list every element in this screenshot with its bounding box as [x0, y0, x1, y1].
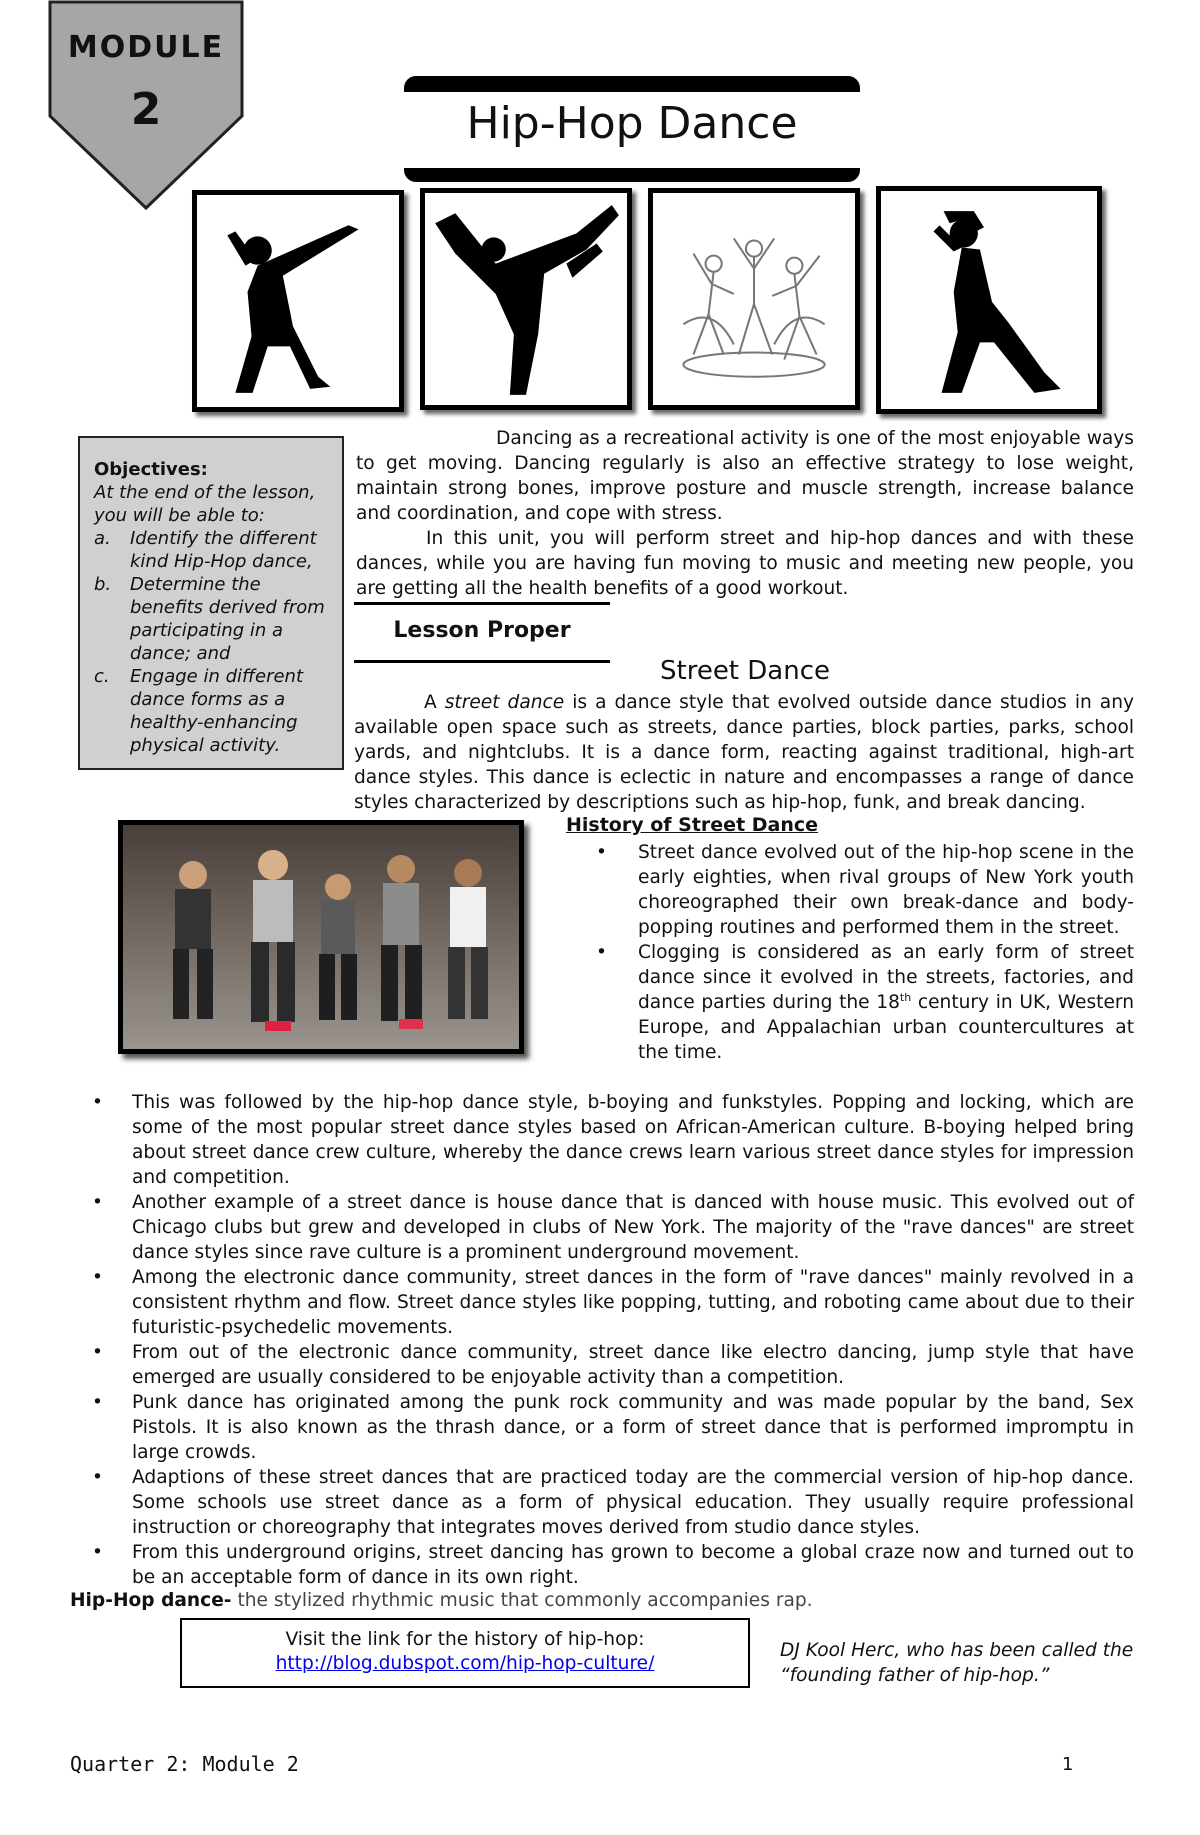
superscript: th [899, 990, 912, 1004]
objectives-box [78, 436, 344, 770]
bullet-icon: • [92, 1392, 103, 1413]
street-dance-group-photo [118, 820, 524, 1054]
definition-text: is a dance style that evolved outside dance studios in any available open space such as streets, dance parties, block parties, parks, school yards, and nightclubs. It is a dance form, reacting against traditional, high-art dance styles. This dance is eclectic in nature and encompasses a range of dance styles characterized by descriptions such as hip-hop, funk, and break dancing. [354, 692, 1134, 813]
bullet-icon: • [92, 1192, 103, 1213]
list-item-text: This was followed by the hip-hop dance style, b-boying and funkstyles. Popping and locking, which are some of the most popular street dance styles based on African-American culture. B-boying helped bring about street dance crew culture, whereby the dance crews learn various street dance styles for impression and competition. [132, 1092, 1134, 1188]
objective-text: Engage in different dance forms as a healthy-enhancing physical activity. [130, 666, 304, 756]
street-dance-definition [354, 690, 1134, 815]
lesson-divider-top [354, 602, 610, 605]
list-item [596, 940, 1134, 1065]
list-item [92, 1540, 1134, 1590]
objectives-heading: Objectives: [94, 459, 208, 480]
module-number: 2 [130, 84, 162, 135]
list-item-text: Another example of a street dance is house dance that is danced with house music. This evolved out of Chicago clubs but grew and developed in clubs of New York. The majority of the "rave dances" are street dance styles since rave culture is a prominent underground movement. [132, 1192, 1134, 1263]
dancer-silhouette-icon [197, 195, 399, 407]
dancer-silhouette-image-4 [876, 186, 1102, 414]
history-heading: History of Street Dance [566, 814, 819, 836]
lesson-divider-bottom [354, 660, 610, 663]
dancer-silhouette-image-2 [420, 188, 632, 410]
list-item-text: Street dance evolved out of the hip-hop scene in the early eighties, when rival groups of New York youth choreographed their own break-dance and body-popping routines and performed them in the street. [638, 842, 1134, 938]
history-list [596, 840, 1134, 1065]
list-item [596, 840, 1134, 940]
objective-marker: a. [94, 528, 111, 549]
page-number: 1 [1062, 1754, 1074, 1775]
list-item-text: Clogging is considered as an early form of street dance since it evolved in the streets, factories, and dance parties during the 18 [638, 942, 1134, 1013]
list-item-text: Punk dance has originated among the punk rock community and was made popular by the band, Sex Pistols. It is also known as the thrash dance, or a form of street dance that is performed impromptu in large crowds. [132, 1392, 1134, 1463]
page-title: Hip-Hop Dance [466, 98, 798, 149]
list-item-text: From this underground origins, street dancing has grown to become a global craze now and turned out to be an acceptable form of dance in its own right. [132, 1542, 1134, 1588]
bullet-icon: • [92, 1092, 103, 1113]
lesson-proper-heading: Lesson Proper [393, 618, 571, 643]
list-item-text: Among the electronic dance community, street dances in the form of "rave dances" mainly revolved in a consistent rhythm and flow. Street dance styles like popping, tutting, and roboting came about due to their futuristic-psychedelic movements. [132, 1267, 1134, 1338]
street-dance-title: Street Dance [660, 656, 830, 686]
bullet-icon: • [92, 1542, 103, 1563]
female-dancer-silhouette-icon [881, 191, 1097, 409]
dance-crew-photo-icon [123, 825, 519, 1049]
bullet-icon: • [92, 1342, 103, 1363]
street-dance-list [92, 1090, 1134, 1590]
list-item-text: century in UK, Western Europe, and Appalachian urban countercultures at the time. [638, 992, 1134, 1063]
dancers-sketch-image [648, 188, 860, 410]
history-link-box [180, 1618, 750, 1688]
dancers-sketch-icon [653, 193, 855, 405]
objective-text: Determine the benefits derived from participating in a dance; and [130, 574, 325, 664]
bullet-icon: • [92, 1467, 103, 1488]
bullet-icon: • [596, 842, 607, 863]
list-item-text: Adaptions of these street dances that are practiced today are the commercial version of hip-hop dance. Some schools use street dance as a form of physical education. They usually require professional instruction or choreography that integrates moves derived from studio dance styles. [132, 1467, 1134, 1538]
module-label: MODULE [67, 30, 225, 65]
objective-item [94, 665, 330, 757]
title-bar-top [404, 76, 860, 92]
image-caption: DJ Kool Herc, who has been called the “founding father of hip-hop.” [780, 1640, 1134, 1686]
intro-paragraph-2: In this unit, you will perform street and hip-hop dances and with these dances, while you are having fun moving to music and meeting new people, you are getting all the health benefits of a good workout. [356, 528, 1134, 599]
list-item [92, 1390, 1134, 1465]
title-bar-bottom [404, 168, 860, 182]
list-item [92, 1090, 1134, 1190]
list-item [92, 1190, 1134, 1265]
bullet-icon: • [596, 942, 607, 963]
intro-paragraph-1: Dancing as a recreational activity is one of the most enjoyable ways to get moving. Dancing regularly is also an effective strategy to lose weight, maintain strong bones, improve posture and muscle strength, increase balance and coordination, and cope with stress. [356, 428, 1134, 524]
objective-item [94, 527, 330, 573]
definition-lead: A [424, 692, 445, 713]
hiphop-definition [70, 1588, 1130, 1613]
objective-marker: b. [94, 574, 112, 595]
breakdancer-silhouette-icon [425, 193, 627, 405]
intro-section [356, 426, 1134, 601]
list-item [92, 1465, 1134, 1540]
dancer-silhouette-image-1 [192, 190, 404, 412]
hiphop-definition-text: the stylized rhythmic music that commonly accompanies rap. [231, 1590, 813, 1611]
list-item [92, 1340, 1134, 1390]
list-item-text: From out of the electronic dance community, street dance like electro dancing, jump style that have emerged are usually considered to be enjoyable activity than a competition. [132, 1342, 1134, 1388]
bullet-icon: • [92, 1267, 103, 1288]
link-box-text: Visit the link for the history of hip-hop: [285, 1629, 645, 1650]
objective-text: Identify the different kind Hip-Hop dance, [130, 528, 317, 572]
list-item [92, 1265, 1134, 1340]
hiphop-term: Hip-Hop dance- [70, 1590, 232, 1611]
objectives-list [94, 527, 330, 757]
objectives-intro: At the end of the lesson, you will be able to: [94, 482, 316, 526]
objective-item [94, 573, 330, 665]
footer-module-label: Quarter 2: Module 2 [70, 1752, 299, 1776]
hiphop-history-link[interactable]: http://blog.dubspot.com/hip-hop-culture/ [275, 1653, 655, 1674]
objective-marker: c. [94, 666, 110, 687]
definition-term: street dance [444, 692, 565, 713]
